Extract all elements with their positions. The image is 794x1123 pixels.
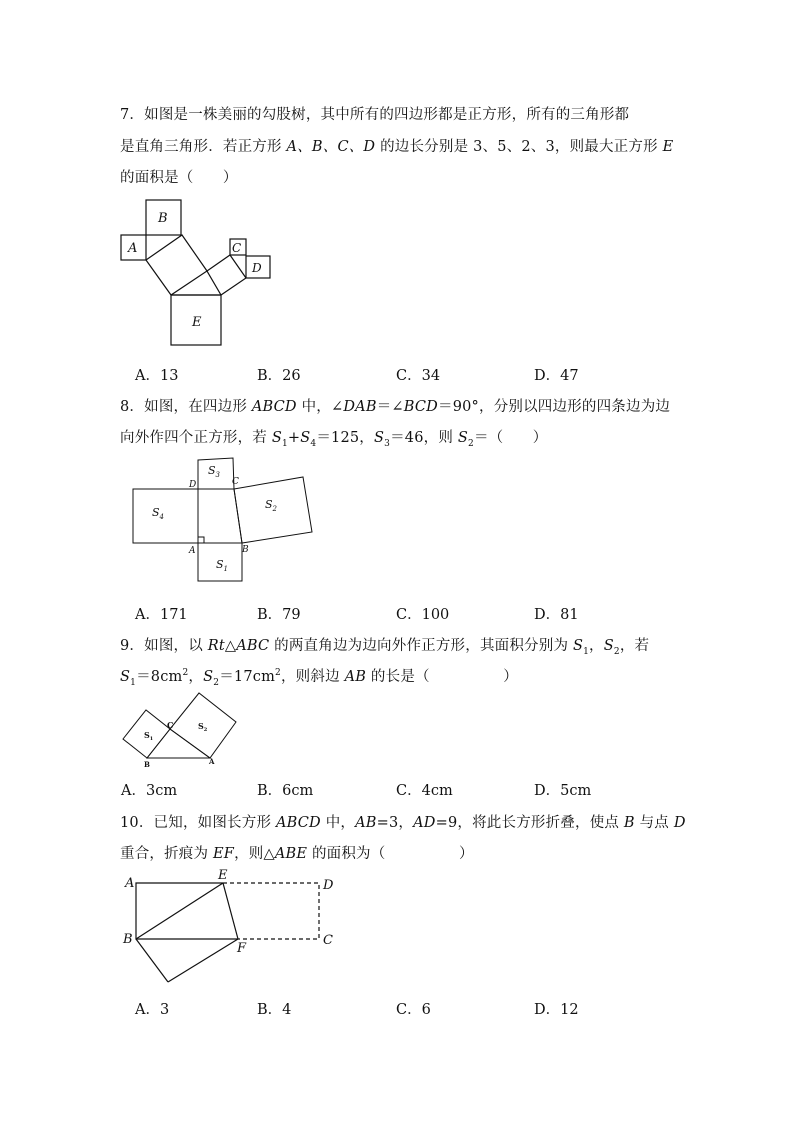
q8-sub: 1 (281, 438, 288, 449)
q8-sub: 2 (468, 438, 474, 449)
crease-ef (223, 883, 238, 939)
label-a: A (189, 546, 196, 556)
q10-text: 中， (320, 815, 356, 831)
q8-line-2 (120, 426, 547, 449)
label-f: F (237, 941, 247, 956)
q8-text: 8．如图，在四边形 (120, 399, 252, 415)
label-b: B (158, 211, 168, 226)
q9-sub: 1 (583, 646, 590, 657)
q9-sup: 2 (182, 668, 189, 679)
label-a: A (128, 241, 138, 256)
q10-option-d[interactable]: D．12 (534, 1002, 579, 1018)
q9-sub: 1 (130, 677, 137, 688)
q9-text: ，则斜边 (280, 669, 345, 685)
q10-point-b: B (623, 815, 635, 831)
q8-quad: ABCD (251, 399, 297, 415)
q9-sup: 2 (275, 668, 281, 679)
q8-angle-dab: DAB (343, 399, 377, 415)
q9-option-d[interactable]: D．5cm (534, 783, 592, 799)
q9-s: S (572, 638, 584, 654)
label-s2: $S_2$ (198, 721, 208, 733)
folded-edge (168, 939, 238, 982)
q7-text: 的边长分别是 3、5、2、3，则最大正方形 (375, 139, 663, 155)
q10-ad: AD (413, 815, 436, 831)
q9-text: 的两直角边为边向外作正方形，其面积分别为 (269, 638, 573, 654)
q9-text: ＝8cm (136, 669, 183, 685)
q9-text: ，若 (619, 638, 650, 654)
label-s3: $S_3$ (208, 464, 221, 479)
q9-line-2 (120, 665, 518, 688)
q10-option-a[interactable]: A．3 (135, 1002, 170, 1018)
q10-text: 10．已知，如图长方形 (120, 815, 276, 831)
q8-sub: 4 (310, 438, 317, 449)
folded-edge (136, 939, 168, 982)
q9-option-b[interactable]: B．6cm (257, 783, 314, 799)
q9-triangle-symbol: △ (224, 638, 237, 654)
square-s4 (133, 489, 198, 543)
q8-text: 中，∠ (296, 399, 344, 415)
q7-line-1: 7．如图是一株美丽的勾股树，其中所有的四边形都是正方形，所有的三角形都 (120, 107, 630, 123)
q8-sub: 3 (384, 438, 391, 449)
q10-text: ，则△ (234, 846, 275, 862)
q10-option-b[interactable]: B．4 (257, 1002, 292, 1018)
q10-abcd: ABCD (275, 815, 321, 831)
label-e: E (192, 315, 202, 330)
label-d: D (323, 878, 334, 893)
q8-angle-bcd: BCD (403, 399, 438, 415)
rectangle-folded-part (223, 883, 319, 939)
segment-be (136, 883, 223, 939)
q10-ab: AB (355, 815, 377, 831)
label-d: D (189, 480, 197, 490)
q9-right-triangle-squares-figure (118, 688, 243, 770)
q8-text: + (287, 430, 301, 446)
q10-line-1 (120, 811, 686, 832)
q9-text: ＝17cm (219, 669, 276, 685)
q9-s: S (603, 638, 614, 654)
square-left-mid (146, 235, 207, 295)
q10-abe: ABE (274, 846, 308, 862)
q7-option-a[interactable]: A．13 (135, 368, 179, 384)
square-right-mid (207, 255, 246, 295)
label-s1: $S_1$ (216, 558, 229, 573)
label-e: E (218, 868, 228, 883)
label-b: B (144, 760, 150, 769)
q9-sub: 2 (613, 646, 620, 657)
q10-text: =9，将此长方形折叠，使点 (435, 815, 624, 831)
label-b: B (123, 932, 133, 947)
right-angle-mark (198, 537, 204, 543)
q10-folded-rectangle-figure (120, 866, 340, 991)
q10-text: 的面积为（ ） (307, 846, 474, 862)
q9-text: ， (188, 669, 204, 685)
label-s1: $S_1$ (144, 730, 154, 742)
q9-text: ， (589, 638, 604, 654)
label-a: A (209, 757, 215, 766)
rectangle-left-part (136, 883, 238, 939)
q7-option-d[interactable]: D．47 (534, 368, 579, 384)
q10-text: 重合，折痕为 (120, 846, 214, 862)
q8-text: ＝∠ (376, 399, 404, 415)
triangle-abc (147, 729, 210, 758)
q8-s: S (300, 430, 311, 446)
q7-text: 是直角三角形．若正方形 (120, 139, 287, 155)
q8-s: S (457, 430, 468, 446)
label-b: B (242, 545, 249, 555)
q7-pythagoras-tree-figure (115, 195, 280, 350)
q10-line-2 (120, 842, 474, 863)
q9-s: S (120, 669, 131, 685)
q7-option-b[interactable]: B．26 (257, 368, 301, 384)
q10-ef: EF (213, 846, 235, 862)
q8-quadrilateral-squares-figure (128, 452, 318, 587)
q8-line-1 (120, 395, 670, 416)
q9-option-a[interactable]: A．3cm (121, 783, 178, 799)
q8-text: ＝（ ） (473, 430, 548, 446)
q8-option-c[interactable]: C．100 (396, 607, 450, 623)
q9-s: S (203, 669, 214, 685)
q9-text: 9．如图，以 (120, 638, 208, 654)
q9-sub: 2 (213, 677, 220, 688)
q8-text: ＝90°，分别以四边形的四条边为边 (438, 399, 671, 415)
q8-option-d[interactable]: D．81 (534, 607, 579, 623)
q8-s: S (374, 430, 385, 446)
q8-option-b[interactable]: B．79 (257, 607, 301, 623)
q7-var-e: E (662, 139, 674, 155)
q8-text: 向外作四个正方形，若 (120, 430, 272, 446)
q10-option-c[interactable]: C．6 (396, 1002, 431, 1018)
q10-text: 与点 (634, 815, 674, 831)
q10-point-d: D (673, 815, 686, 831)
label-c: C (323, 933, 333, 948)
q7-line-3: 的面积是（ ） (120, 170, 238, 186)
q7-vars: A、B、C、D (286, 139, 376, 155)
label-c: C (232, 241, 242, 255)
q9-abc: ABC (236, 638, 270, 654)
q8-text: ＝125， (316, 430, 375, 446)
q7-option-c[interactable]: C．34 (396, 368, 441, 384)
label-c: C (232, 477, 239, 487)
q8-option-a[interactable]: A．171 (135, 607, 188, 623)
label-a: A (125, 876, 135, 891)
q10-text: =3， (376, 815, 414, 831)
q9-ab: AB (344, 669, 367, 685)
label-c: C (167, 720, 174, 730)
q8-text: ＝46，则 (390, 430, 458, 446)
label-s2: $S_2$ (265, 498, 278, 513)
label-s4: $S_4$ (152, 506, 165, 521)
q9-line-1 (120, 634, 649, 657)
q9-option-c[interactable]: C．4cm (396, 783, 453, 799)
q9-rt: Rt (207, 638, 225, 654)
q9-text: 的长是（ ） (366, 669, 518, 685)
label-d: D (252, 261, 262, 275)
q7-line-2 (120, 135, 673, 156)
q8-s: S (271, 430, 282, 446)
